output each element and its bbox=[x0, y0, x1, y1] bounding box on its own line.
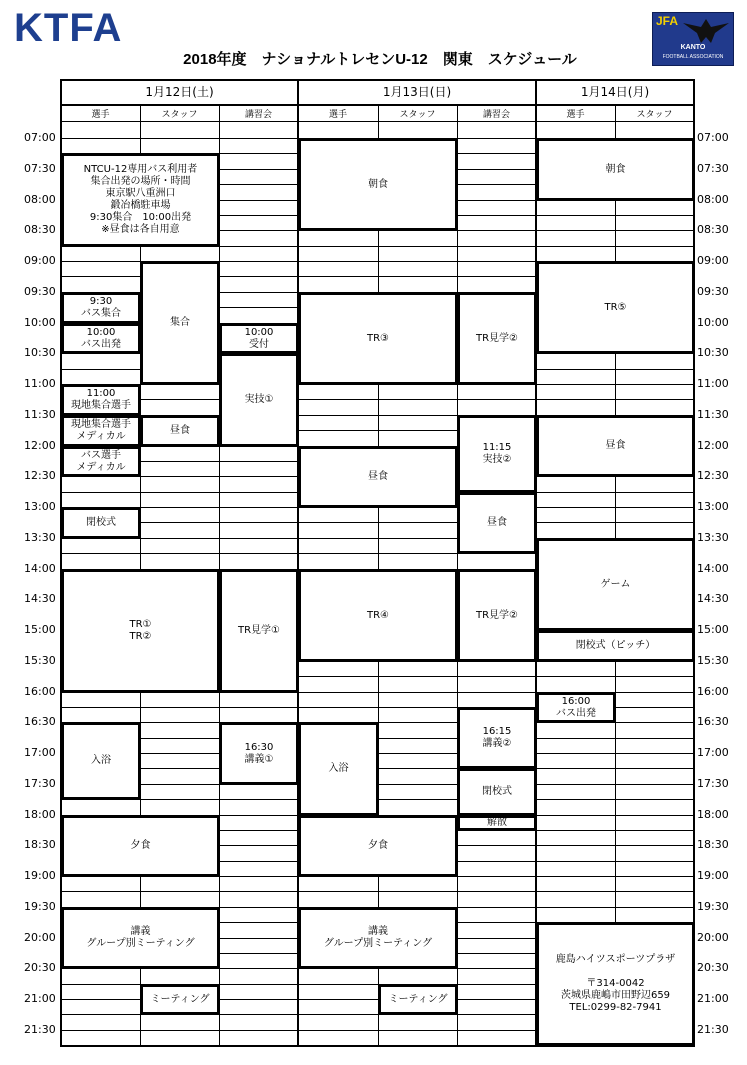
time-label-r: 07:00 bbox=[697, 131, 729, 144]
block-text: 講義 bbox=[130, 926, 151, 937]
block-text: 鍛冶橋駐車場 bbox=[110, 200, 171, 211]
subheader-staff-d1: スタッフ bbox=[161, 110, 198, 120]
block-text: 解散 bbox=[487, 817, 507, 828]
time-label-l: 15:30 bbox=[24, 654, 56, 667]
d3-tr5-block bbox=[537, 262, 694, 353]
d1-staff-lunch-block bbox=[141, 416, 219, 446]
badge-jfa-text: JFA bbox=[656, 14, 679, 28]
d1-meeting-block bbox=[141, 985, 219, 1014]
block-text: 16:15 bbox=[482, 726, 512, 737]
time-label-l: 20:00 bbox=[24, 931, 56, 944]
ktfa-logo: KTFA bbox=[14, 6, 123, 50]
time-label-r: 15:00 bbox=[697, 623, 729, 636]
grid-border-bottom bbox=[61, 1045, 695, 1047]
subheader-staff-d3: スタッフ bbox=[636, 110, 673, 120]
d1-practical1-block bbox=[220, 354, 298, 446]
time-label-r: 12:00 bbox=[697, 439, 729, 452]
d1-reception-block bbox=[220, 324, 298, 353]
d2-tr4-block bbox=[299, 570, 457, 661]
d1-lecture1-block bbox=[220, 723, 298, 784]
time-label-r: 19:00 bbox=[697, 869, 729, 882]
time-rule bbox=[61, 507, 694, 508]
time-label-l: 13:30 bbox=[24, 531, 56, 544]
time-rule bbox=[61, 246, 694, 247]
time-label-l: 10:00 bbox=[24, 316, 56, 329]
block-text: 鹿島ハイツスポーツプラザ bbox=[555, 954, 676, 965]
block-text: 講義② bbox=[482, 738, 512, 749]
time-label-l: 12:30 bbox=[24, 469, 56, 482]
block-text: 朝食 bbox=[605, 163, 626, 175]
time-label-l: 17:00 bbox=[24, 746, 56, 759]
day-header-1: 1月12日(土) bbox=[145, 85, 214, 99]
time-label-r: 17:00 bbox=[697, 746, 729, 759]
time-label-l: 09:30 bbox=[24, 285, 56, 298]
d1-lecture-group-block bbox=[62, 908, 219, 968]
block-text: 16:30 bbox=[244, 741, 274, 753]
badge-association-text: FOOTBALL ASSOCIATION bbox=[662, 54, 724, 60]
d2-tr3-block bbox=[299, 293, 457, 384]
block-text: グループ別ミーティング bbox=[323, 938, 433, 949]
block-text: TR見学① bbox=[237, 625, 281, 636]
time-rule bbox=[61, 399, 694, 400]
time-label-l: 14:30 bbox=[24, 592, 56, 605]
block-text: 夕食 bbox=[368, 840, 388, 851]
d2-closing-block bbox=[458, 769, 536, 815]
d2-meeting-block bbox=[379, 985, 457, 1014]
time-label-l: 10:30 bbox=[24, 346, 56, 359]
time-label-l: 08:00 bbox=[24, 193, 56, 206]
block-text: 朝食 bbox=[368, 178, 388, 190]
time-label-r: 14:30 bbox=[697, 592, 729, 605]
d1-bus-gather-block bbox=[62, 293, 140, 323]
time-label-l: 13:00 bbox=[24, 500, 56, 513]
block-text: TR見学② bbox=[475, 332, 519, 344]
d2-bath-block bbox=[299, 723, 378, 815]
time-label-r: 08:00 bbox=[697, 193, 729, 206]
block-text: NTCU-12専用バス利用者 bbox=[83, 164, 198, 175]
d1-staff-gather-block bbox=[141, 262, 219, 384]
time-label-r: 20:00 bbox=[697, 931, 729, 944]
block-text: 閉校式（ピッチ） bbox=[575, 640, 656, 651]
block-text: 昼食 bbox=[368, 471, 388, 482]
block-text: ※昼食は各自用意 bbox=[101, 224, 180, 235]
time-label-r: 11:00 bbox=[697, 377, 729, 390]
block-text: TEL:0299-82-7941 bbox=[569, 1002, 662, 1013]
block-text: 閉校式 bbox=[86, 517, 116, 528]
time-label-l: 17:30 bbox=[24, 777, 56, 790]
time-label-r: 13:00 bbox=[697, 500, 729, 513]
time-label-r: 21:30 bbox=[697, 1023, 729, 1036]
time-label-r: 16:00 bbox=[697, 685, 729, 698]
block-text: 現地集合選手 bbox=[71, 400, 131, 411]
d2-lunch-players-block bbox=[299, 447, 457, 507]
badge-kanto-text: KANTO bbox=[680, 44, 706, 51]
time-label-l: 12:00 bbox=[24, 439, 56, 452]
time-label-l: 07:00 bbox=[24, 131, 56, 144]
block-text: 講義 bbox=[368, 926, 388, 937]
block-text: バス出発 bbox=[81, 338, 121, 350]
d1-bus-medical-block bbox=[62, 447, 140, 476]
d2-breakfast-block bbox=[299, 139, 457, 230]
block-text: ゲーム bbox=[600, 578, 631, 590]
time-rule bbox=[61, 522, 694, 523]
block-text: 〒314-0042 bbox=[586, 978, 645, 989]
d2-practical2-block bbox=[458, 416, 536, 492]
block-text: 入浴 bbox=[328, 763, 349, 774]
d1-closing-school-block bbox=[62, 508, 140, 538]
block-text bbox=[614, 966, 617, 978]
d2-dinner-block bbox=[299, 816, 457, 876]
time-label-r: 17:30 bbox=[697, 777, 729, 790]
d1-tr-observe-block bbox=[220, 570, 298, 692]
block-text: メディカル bbox=[76, 461, 126, 473]
time-label-r: 11:30 bbox=[697, 408, 729, 421]
block-text: 昼食 bbox=[487, 517, 507, 528]
block-text: 実技② bbox=[482, 454, 512, 465]
time-label-r: 09:30 bbox=[697, 285, 729, 298]
d3-bus-depart-block bbox=[537, 693, 615, 722]
time-label-r: 10:00 bbox=[697, 316, 729, 329]
d3-venue-block bbox=[537, 923, 694, 1045]
block-text: TR④ bbox=[366, 609, 390, 621]
time-label-r: 18:30 bbox=[697, 838, 729, 851]
block-text: 10:00 bbox=[86, 326, 116, 338]
block-text: 昼食 bbox=[170, 425, 190, 436]
d3-breakfast-block bbox=[537, 139, 694, 200]
block-text: 9:30集合 10:00出発 bbox=[89, 212, 192, 223]
block-text: 9:30 bbox=[89, 296, 113, 307]
block-text: TR② bbox=[129, 631, 152, 642]
block-text: 受付 bbox=[249, 338, 269, 350]
block-text: TR① bbox=[129, 619, 152, 630]
day-header-3: 1月14日(月) bbox=[580, 85, 650, 99]
time-label-r: 07:30 bbox=[697, 162, 729, 175]
day-header-2: 1月13日(日) bbox=[382, 85, 452, 99]
block-text: 10:00 bbox=[244, 326, 274, 338]
time-label-r: 13:30 bbox=[697, 531, 729, 544]
d2-lecture-group-block bbox=[299, 908, 457, 968]
time-label-r: 20:30 bbox=[697, 961, 729, 974]
time-label-r: 08:30 bbox=[697, 223, 729, 236]
time-rule bbox=[61, 876, 694, 877]
block-text: 11:00 bbox=[86, 388, 116, 399]
subheader-players-d2: 選手 bbox=[328, 110, 347, 120]
time-label-l: 21:30 bbox=[24, 1023, 56, 1036]
block-text: 16:00 bbox=[561, 695, 591, 707]
d2-tr-observe2b-block bbox=[458, 570, 536, 661]
time-label-r: 15:30 bbox=[697, 654, 729, 667]
block-text: 東京駅八重洲口 bbox=[105, 188, 176, 199]
time-label-r: 19:30 bbox=[697, 900, 729, 913]
time-label-l: 11:00 bbox=[24, 377, 56, 390]
block-text: TR見学② bbox=[475, 609, 519, 621]
block-text: 入浴 bbox=[91, 755, 111, 766]
time-label-l: 19:30 bbox=[24, 900, 56, 913]
block-text: バス選手 bbox=[81, 449, 121, 461]
block-text: 11:15 bbox=[482, 442, 512, 453]
block-text: 夕食 bbox=[130, 840, 151, 851]
block-text: バス出発 bbox=[556, 707, 596, 719]
block-text: TR⑤ bbox=[604, 301, 627, 313]
time-label-l: 07:30 bbox=[24, 162, 56, 175]
d2-lecture2-block bbox=[458, 708, 536, 768]
d1-local-gather-block bbox=[62, 385, 140, 415]
d1-bus-depart-block bbox=[62, 324, 140, 353]
d3-closing-pitch-block bbox=[537, 631, 694, 661]
time-label-r: 16:30 bbox=[697, 715, 729, 728]
time-label-r: 12:30 bbox=[697, 469, 729, 482]
time-label-r: 14:00 bbox=[697, 562, 729, 575]
time-label-l: 21:00 bbox=[24, 992, 56, 1005]
time-label-r: 21:00 bbox=[697, 992, 729, 1005]
d2-lunch-lecture-block bbox=[458, 493, 536, 553]
block-text: 集合出発の場所・時間 bbox=[90, 176, 191, 187]
time-label-l: 14:00 bbox=[24, 562, 56, 575]
d1-meeting-info-block bbox=[62, 154, 219, 246]
time-label-r: 18:00 bbox=[697, 808, 729, 821]
subheader-staff-d2: スタッフ bbox=[399, 110, 436, 120]
block-text: 茨城県鹿嶋市田野辺659 bbox=[560, 990, 671, 1001]
time-label-l: 20:30 bbox=[24, 961, 56, 974]
d2-tr-observe2a-block bbox=[458, 293, 536, 384]
time-label-l: 19:00 bbox=[24, 869, 56, 882]
block-text: 昼食 bbox=[605, 440, 626, 451]
block-text: メディカル bbox=[76, 431, 126, 442]
d2-dismiss-block bbox=[458, 816, 536, 830]
time-label-r: 10:30 bbox=[697, 346, 729, 359]
page-title: 2018年度 ナショナルトレセンU-12 関東 スケジュール bbox=[183, 51, 577, 68]
time-label-l: 16:00 bbox=[24, 685, 56, 698]
time-label-l: 18:30 bbox=[24, 838, 56, 851]
d3-lunch-block bbox=[537, 416, 694, 476]
d3-game-block bbox=[537, 539, 694, 630]
time-label-l: 09:00 bbox=[24, 254, 56, 267]
subheader-course-d1: 講習会 bbox=[244, 110, 272, 120]
time-label-l: 11:30 bbox=[24, 408, 56, 421]
block-text: ミーティング bbox=[388, 993, 448, 1005]
time-label-l: 16:30 bbox=[24, 715, 56, 728]
subheader-players-d3: 選手 bbox=[566, 110, 585, 120]
d1-tr-block bbox=[62, 570, 219, 692]
time-label-r: 09:00 bbox=[697, 254, 729, 267]
time-label-l: 08:30 bbox=[24, 223, 56, 236]
d1-local-medical-block bbox=[62, 416, 140, 446]
time-rule bbox=[61, 891, 694, 892]
block-text: グループ別ミーティング bbox=[86, 938, 195, 949]
block-text: 実技① bbox=[244, 394, 274, 405]
time-label-l: 15:00 bbox=[24, 623, 56, 636]
block-text: 現地集合選手 bbox=[71, 419, 131, 430]
block-text: ミーティング bbox=[150, 993, 210, 1005]
time-label-l: 18:00 bbox=[24, 808, 56, 821]
subheader-course-d2: 講習会 bbox=[482, 110, 510, 120]
block-text: 講義① bbox=[244, 753, 274, 765]
d1-bath-block bbox=[62, 723, 140, 799]
block-text: 閉校式 bbox=[482, 786, 512, 797]
block-text: 集合 bbox=[170, 317, 190, 328]
block-text: TR③ bbox=[366, 332, 390, 344]
d1-dinner-block bbox=[62, 816, 219, 876]
time-rule bbox=[61, 384, 694, 385]
block-text: バス集合 bbox=[81, 308, 121, 319]
subheader-players-d1: 選手 bbox=[91, 110, 110, 120]
